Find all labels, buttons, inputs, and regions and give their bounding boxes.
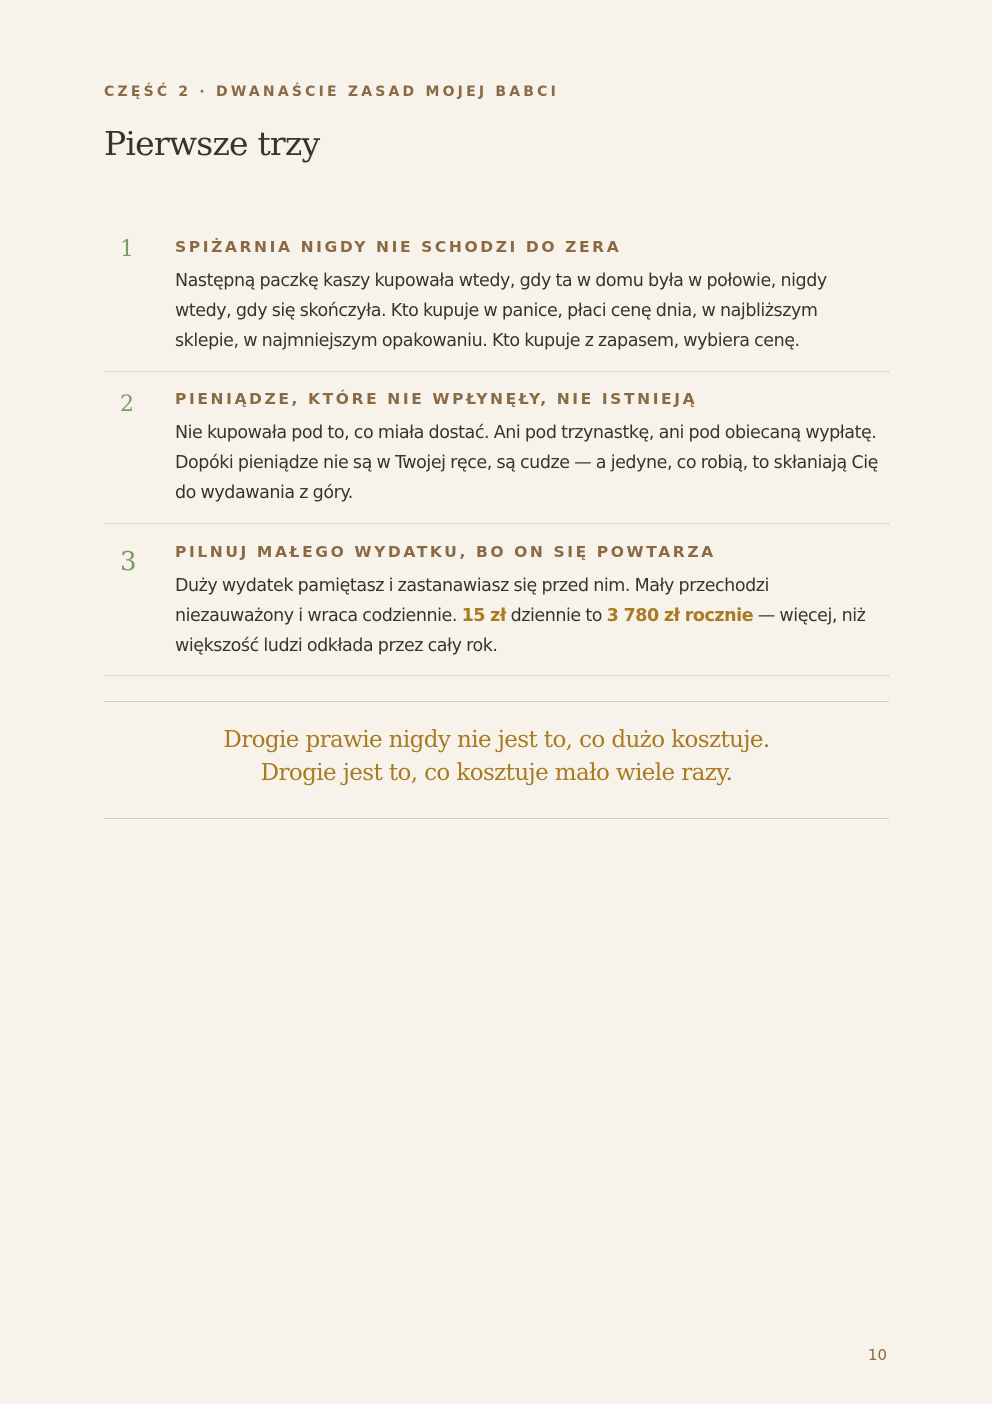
rule-body-text: dziennie to — [505, 606, 607, 626]
quote-line-2: Drogie jest to, co kosztuje mało wiele razy. — [260, 760, 733, 786]
rule-item-3 — [104, 524, 889, 676]
rule-number: 1 — [120, 237, 134, 262]
rules-list — [104, 220, 889, 676]
rule-body-text: — więcej, niż większość ludzi odkłada przez cały rok. — [175, 606, 866, 656]
rule-body — [175, 571, 885, 661]
section-kicker: CZĘŚĆ 2 · DWANAŚCIE ZASAD MOJEJ BABCI — [104, 84, 560, 100]
rule-number: 2 — [120, 392, 134, 417]
rule-item-1 — [104, 220, 889, 372]
rule-heading: PILNUJ MAŁEGO WYDATKU, BO ON SIĘ POWTARZA — [175, 543, 716, 561]
rule-item-2 — [104, 372, 889, 524]
rule-body: Nie kupowała pod to, co miała dostać. Ani pod trzynastkę, ani pod obiecaną wypłatę. Dopóki pieniądze nie są w Twojej ręce, są cudze — a jedyne, co robią, to skłaniają Cię do wydawania z góry. — [175, 423, 878, 503]
rule-heading: PIENIĄDZE, KTÓRE NIE WPŁYNĘŁY, NIE ISTNIEJĄ — [175, 390, 698, 408]
page-title: Pierwsze trzy — [104, 124, 320, 163]
book-page — [104, 0, 889, 1404]
highlight-daily-cost: 15 zł — [461, 606, 506, 626]
highlight-yearly-cost: 3 780 zł rocznie — [606, 606, 754, 626]
quote-line-1: Drogie prawie nigdy nie jest to, co dużo kosztuje. — [223, 727, 770, 753]
rule-body: Następną paczkę kaszy kupowała wtedy, gdy ta w domu była w połowie, nigdy wtedy, gdy się skończyła. Kto kupuje w panice, płaci cenę dnia, w najbliższym sklepie, w najmniejszym opakowaniu. Kto kupuje z zapasem, wybiera cenę. — [175, 271, 827, 351]
rule-heading: SPIŻARNIA NIGDY NIE SCHODZI DO ZERA — [175, 238, 622, 256]
pull-quote — [104, 701, 889, 819]
rule-number: 3 — [120, 547, 137, 577]
page-number: 10 — [867, 1346, 887, 1364]
rule-body-text: Duży wydatek pamiętasz i zastanawiasz się przed nim. Mały przechodzi niezauważony i wraca codziennie. — [175, 576, 769, 626]
